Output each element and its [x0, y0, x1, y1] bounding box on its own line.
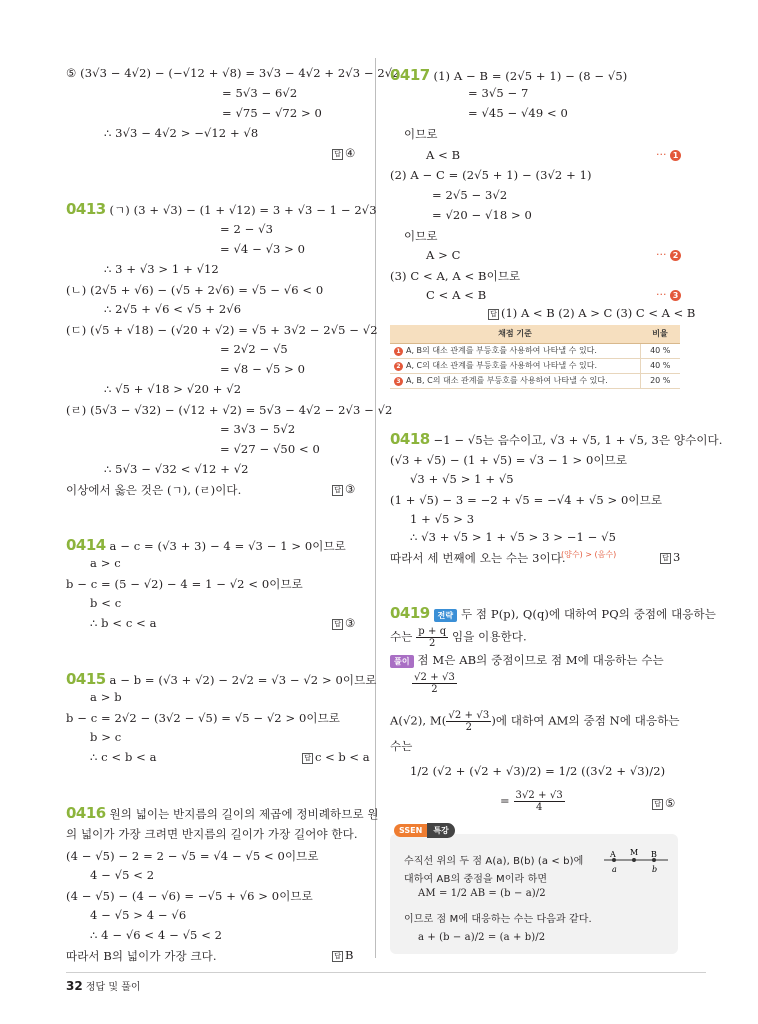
problem-number: 0418 [390, 430, 430, 448]
p418-note: (양수) > (음수) [561, 550, 617, 559]
p412-line1: ⑤ (3√3 − 4√2) − (−√12 + √8) = 3√3 − 4√2 + 2√3 − 2√2 [66, 66, 400, 80]
p413-line9: = √8 − √5 > 0 [220, 362, 306, 376]
answer-box-icon: 답 [332, 485, 343, 496]
p417-line11: (3) C < A, A < B이므로 [390, 269, 521, 283]
p416-line8: 따라서 B의 넓이가 가장 크다. [66, 949, 217, 963]
p419-answer: 답 ⑤ [652, 796, 675, 810]
p413-line15: 이상에서 옳은 것은 (ㄱ), (ㄹ)이다. [66, 483, 242, 497]
p413-line7: (ㄷ) (√5 + √18) − (√20 + √2) = √5 + 3√2 − 2√5 − √2 [66, 323, 378, 337]
table-header-ratio: 비율 [640, 325, 680, 343]
p414-answer: 답 ③ [332, 616, 355, 630]
p417-line3: = √45 − √49 < 0 [468, 106, 568, 120]
p415-line1: 0415 a − b = (√3 + √2) − 2√2 = √3 − √2 > 0이므로 [66, 670, 377, 688]
p416-line3: (4 − √5) − 2 = 2 − √5 = √4 − √5 < 0이므로 [66, 849, 319, 863]
p419-eq2: = $\frac{3√2 + √3}{4}$ [500, 790, 563, 813]
answer-box-icon: 답 [660, 553, 671, 564]
p418-line1: 0418 −1 − √5는 음수이고, √3 + √5, 1 + √5, 3은 양수이다. [390, 430, 723, 448]
p417-line12: C < A < B [426, 288, 487, 302]
p417-line9: 이므로 [404, 229, 438, 243]
p413-line2: = 2 − √3 [220, 222, 273, 236]
problem-number: 0416 [66, 804, 106, 822]
p415-line2: a > b [90, 690, 122, 704]
answer-box-icon: 답 [302, 753, 313, 764]
problem-number: 0419 [390, 604, 430, 622]
p419-eq1: 1/2 (√2 + (√2 + √3)/2) = 1/2 ((3√2 + √3)/2) [410, 764, 666, 778]
p417-line8: = √20 − √18 > 0 [432, 208, 532, 222]
p416-line6: 4 − √5 > 4 − √6 [90, 908, 187, 922]
table-header-criteria: 채점 기준 [390, 325, 640, 343]
table-row: 2 A, C의 대소 관계를 부등호를 사용하여 나타낼 수 있다. 40 % [390, 358, 680, 373]
p419-line4: A(√2), M( $\frac{√2 + √3}{2}$ )에 대하여 AM의 중점 N에 대응하는 [390, 710, 680, 733]
solution-tag: 풀이 [390, 655, 414, 668]
problem-number: 0415 [66, 670, 106, 688]
number-line-diagram [600, 846, 672, 878]
problem-number: 0413 [66, 200, 106, 218]
p413-line3: = √4 − √3 > 0 [220, 242, 306, 256]
p417-line10: A > C [426, 248, 461, 262]
problem-number: 0417 [390, 66, 430, 84]
ssen-line1: 수직선 위의 두 점 A(a), B(b) (a < b)에 [404, 856, 584, 867]
grading-marker-2: ··· 2 [656, 248, 681, 261]
p413-line5: (ㄴ) (2√5 + √6) − (√5 + 2√6) = √5 − √6 < 0 [66, 283, 324, 297]
ssen-line4: 이므로 점 M에 대응하는 수는 다음과 같다. [404, 914, 592, 925]
p417-line1: 0417 (1) A − B = (2√5 + 1) − (8 − √5) [390, 66, 628, 84]
ssen-line2: 대하여 AB의 중점을 M이라 하면 [404, 874, 548, 885]
p412-answer: 답 ④ [332, 146, 355, 160]
p412-line2: = 5√3 − 6√2 [222, 86, 298, 100]
p416-line4: 4 − √5 < 2 [90, 868, 155, 882]
p418-line6: ∴ √3 + √5 > 1 + √5 > 3 > −1 − √5 [410, 530, 617, 544]
p415-line5: ∴ c < b < a [90, 750, 157, 764]
p413-line6: ∴ 2√5 + √6 < √5 + 2√6 [104, 302, 242, 316]
p418-line7: 따라서 세 번째에 오는 수는 3이다. [390, 551, 566, 565]
p419-line3: 풀이 점 M은 AB의 중점이므로 점 M에 대응하는 수는 [390, 652, 664, 668]
p413-line11: (ㄹ) (5√3 − √32) − (√12 + √2) = 5√3 − 4√2 − 2√3 − √2 [66, 403, 393, 417]
page-footer [66, 978, 141, 993]
p413-line13: = √27 − √50 < 0 [220, 442, 320, 456]
table-row: 3 A, B, C의 대소 관계를 부등호를 사용하여 나타낼 수 있다. 20 % [390, 373, 680, 388]
label-M: M [630, 848, 639, 857]
p417-line7: = 2√5 − 3√2 [432, 188, 508, 202]
label-b: b [652, 865, 658, 874]
table-row: 1 A, B의 대소 관계를 부등호를 사용하여 나타낼 수 있다. 40 % [390, 343, 680, 358]
label-A: A [610, 850, 616, 859]
footer-rule [66, 972, 706, 973]
grading-marker-3: ··· 3 [656, 288, 681, 301]
table-header-row [390, 325, 680, 343]
p414-line4: b < c [90, 596, 122, 610]
ssen-line3: AM = 1/2 AB = (b − a)/2 [418, 888, 546, 899]
page-number: 32 [66, 979, 83, 993]
p417-line6: (2) A − C = (2√5 + 1) − (3√2 + 1) [390, 168, 592, 182]
p419-line2: 수는 $\frac{p + q}{2}$ 임을 이용한다. [390, 626, 527, 649]
grading-marker-1: ··· 1 [656, 148, 681, 161]
p417-answer: 답 (1) A < B (2) A > C (3) C < A < B [488, 306, 695, 320]
strategy-tag: 전략 [434, 609, 458, 622]
p413-answer: 답 ③ [332, 482, 355, 496]
p416-line7: ∴ 4 − √6 < 4 − √5 < 2 [90, 928, 223, 942]
footer-title: 정답 및 풀이 [85, 982, 141, 993]
p413-line1: 0413 (ㄱ) (3 + √3) − (1 + √12) = 3 + √3 − 1 − 2√3 [66, 200, 377, 218]
p419-frac1: $\frac{√2 + √3}{2}$ [414, 672, 455, 695]
answer-box-icon: 답 [332, 149, 343, 160]
p412-line3: = √75 − √72 > 0 [222, 106, 322, 120]
p413-line10: ∴ √5 + √18 > √20 + √2 [104, 382, 242, 396]
p412-line4: ∴ 3√3 − 4√2 > −√12 + √8 [104, 126, 259, 140]
answer-box-icon: 답 [652, 799, 663, 810]
p418-line2: (√3 + √5) − (1 + √5) = √3 − 1 > 0이므로 [390, 453, 628, 467]
p414-line2: a > c [90, 556, 121, 570]
p413-line12: = 3√3 − 5√2 [220, 422, 296, 436]
p418-line5: 1 + √5 > 3 [410, 512, 475, 526]
p413-line4: ∴ 3 + √3 > 1 + √12 [104, 262, 219, 276]
p416-line1: 0416 원의 넓이는 반지름의 길이의 제곱에 정비례하므로 원 [66, 804, 379, 822]
column-divider [375, 58, 376, 958]
answer-box-icon: 답 [332, 619, 343, 630]
p416-answer: 답 B [332, 948, 353, 962]
p416-line5: (4 − √5) − (4 − √6) = −√5 + √6 > 0이므로 [66, 889, 313, 903]
p416-line2: 의 넓이가 가장 크려면 반지름의 길이가 가장 길어야 한다. [66, 827, 358, 841]
p415-line4: b > c [90, 730, 122, 744]
p417-line2: = 3√5 − 7 [468, 86, 529, 100]
label-a: a [612, 865, 617, 874]
label-B: B [651, 850, 657, 859]
grading-table [390, 325, 680, 389]
p414-line5: ∴ b < c < a [90, 616, 157, 630]
p415-answer: 답 c < b < a [302, 750, 370, 764]
p414-line3: b − c = (5 − √2) − 4 = 1 − √2 < 0이므로 [66, 577, 303, 591]
p418-answer: 답 3 [660, 550, 680, 564]
p413-line14: ∴ 5√3 − √32 < √12 + √2 [104, 462, 249, 476]
p418-line4: (1 + √5) − 3 = −2 + √5 = −√4 + √5 > 0이므로 [390, 493, 663, 507]
answer-box-icon: 답 [332, 951, 343, 962]
p415-line3: b − c = 2√2 − (3√2 − √5) = √5 − √2 > 0이므로 [66, 711, 341, 725]
p419-line1: 0419 전략 두 점 P(p), Q(q)에 대하여 PQ의 중점에 대응하는 [390, 604, 716, 622]
ssen-line5: a + (b − a)/2 = (a + b)/2 [418, 932, 546, 943]
answer-box-icon: 답 [488, 309, 499, 320]
p419-line5: 수는 [390, 739, 413, 753]
problem-number: 0414 [66, 536, 106, 554]
p418-line3: √3 + √5 > 1 + √5 [410, 472, 514, 486]
ssen-tag: SSEN 특강 [394, 823, 455, 839]
p414-line1: 0414 a − c = (√3 + 3) − 4 = √3 − 1 > 0이므로 [66, 536, 346, 554]
p417-line4: 이므로 [404, 127, 438, 141]
p413-line8: = 2√2 − √5 [220, 342, 288, 356]
p417-line5: A < B [426, 148, 461, 162]
